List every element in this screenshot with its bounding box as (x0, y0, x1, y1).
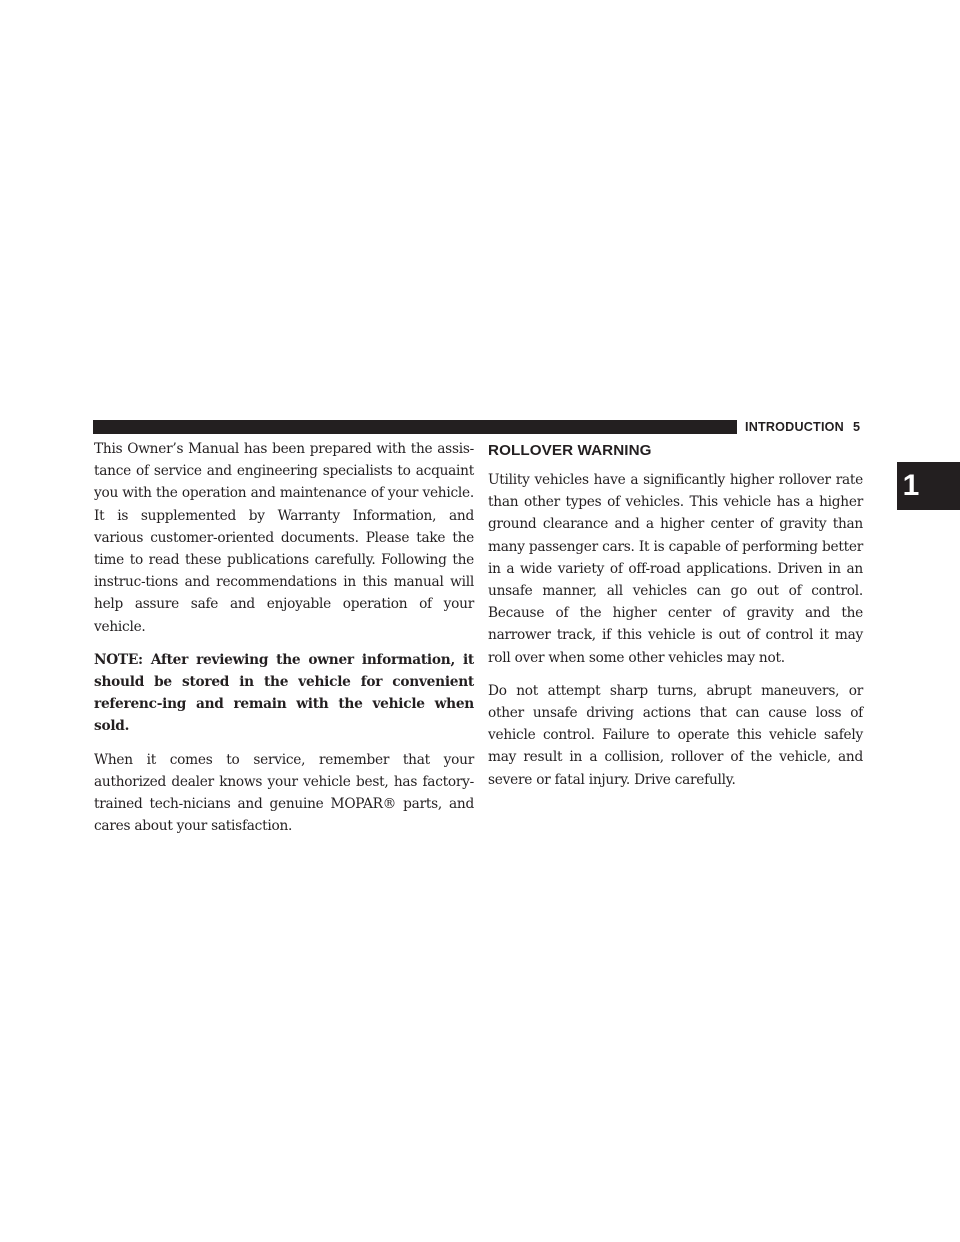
right-column (488, 438, 863, 802)
header-rule (93, 420, 737, 434)
section-heading: ROLLOVER WARNING (488, 442, 652, 459)
running-head (745, 419, 875, 435)
driving-paragraph: Do not attempt sharp turns, abrupt maneuvers, or other unsafe driving actions that can cause loss of vehicle control. Failure to operate this vehicle safely may result in a collision, rollover of the vehicle, and severe or fatal injury. Drive carefully. (488, 682, 863, 788)
chapter-tab (897, 462, 960, 510)
intro-paragraph: This Owner’s Manual has been prepared with the assis-tance of service and engineering specialists to acquaint you with the operation and maintenance of your vehicle. It is supplemented by Warranty Information, and various customer-oriented documents. Please take the time to read these publications carefully. Following the instruc-tions and recommendations in this manual will help assure safe and enjoyable operation of your vehicle. (94, 441, 474, 635)
note-paragraph: NOTE: After reviewing the owner information, it should be stored in the vehicle for convenient referenc-ing and remain with the vehicle when sold. (94, 651, 474, 735)
service-paragraph: When it comes to service, remember that your authorized dealer knows your vehicle best, has factory-trained tech-nicians and genuine MOPAR® parts, and cares about your satisfaction. (94, 751, 474, 835)
rollover-paragraph: Utility vehicles have a significantly higher rollover rate than other types of vehicles. This vehicle has a higher ground clearance and a higher center of gravity than many passenger cars. It is capable of performing better in a wide variety of off-road applications. Driven in an unsafe manner, all vehicles can go out of control. Because of the higher center of gravity and the narrower track, if this vehicle is out of control it may roll over when some other vehicles may not. (488, 472, 863, 666)
chapter-number: 1 (902, 469, 920, 502)
left-column (94, 438, 474, 848)
section-title: INTRODUCTION (745, 420, 844, 434)
page-number: 5 (852, 420, 861, 434)
